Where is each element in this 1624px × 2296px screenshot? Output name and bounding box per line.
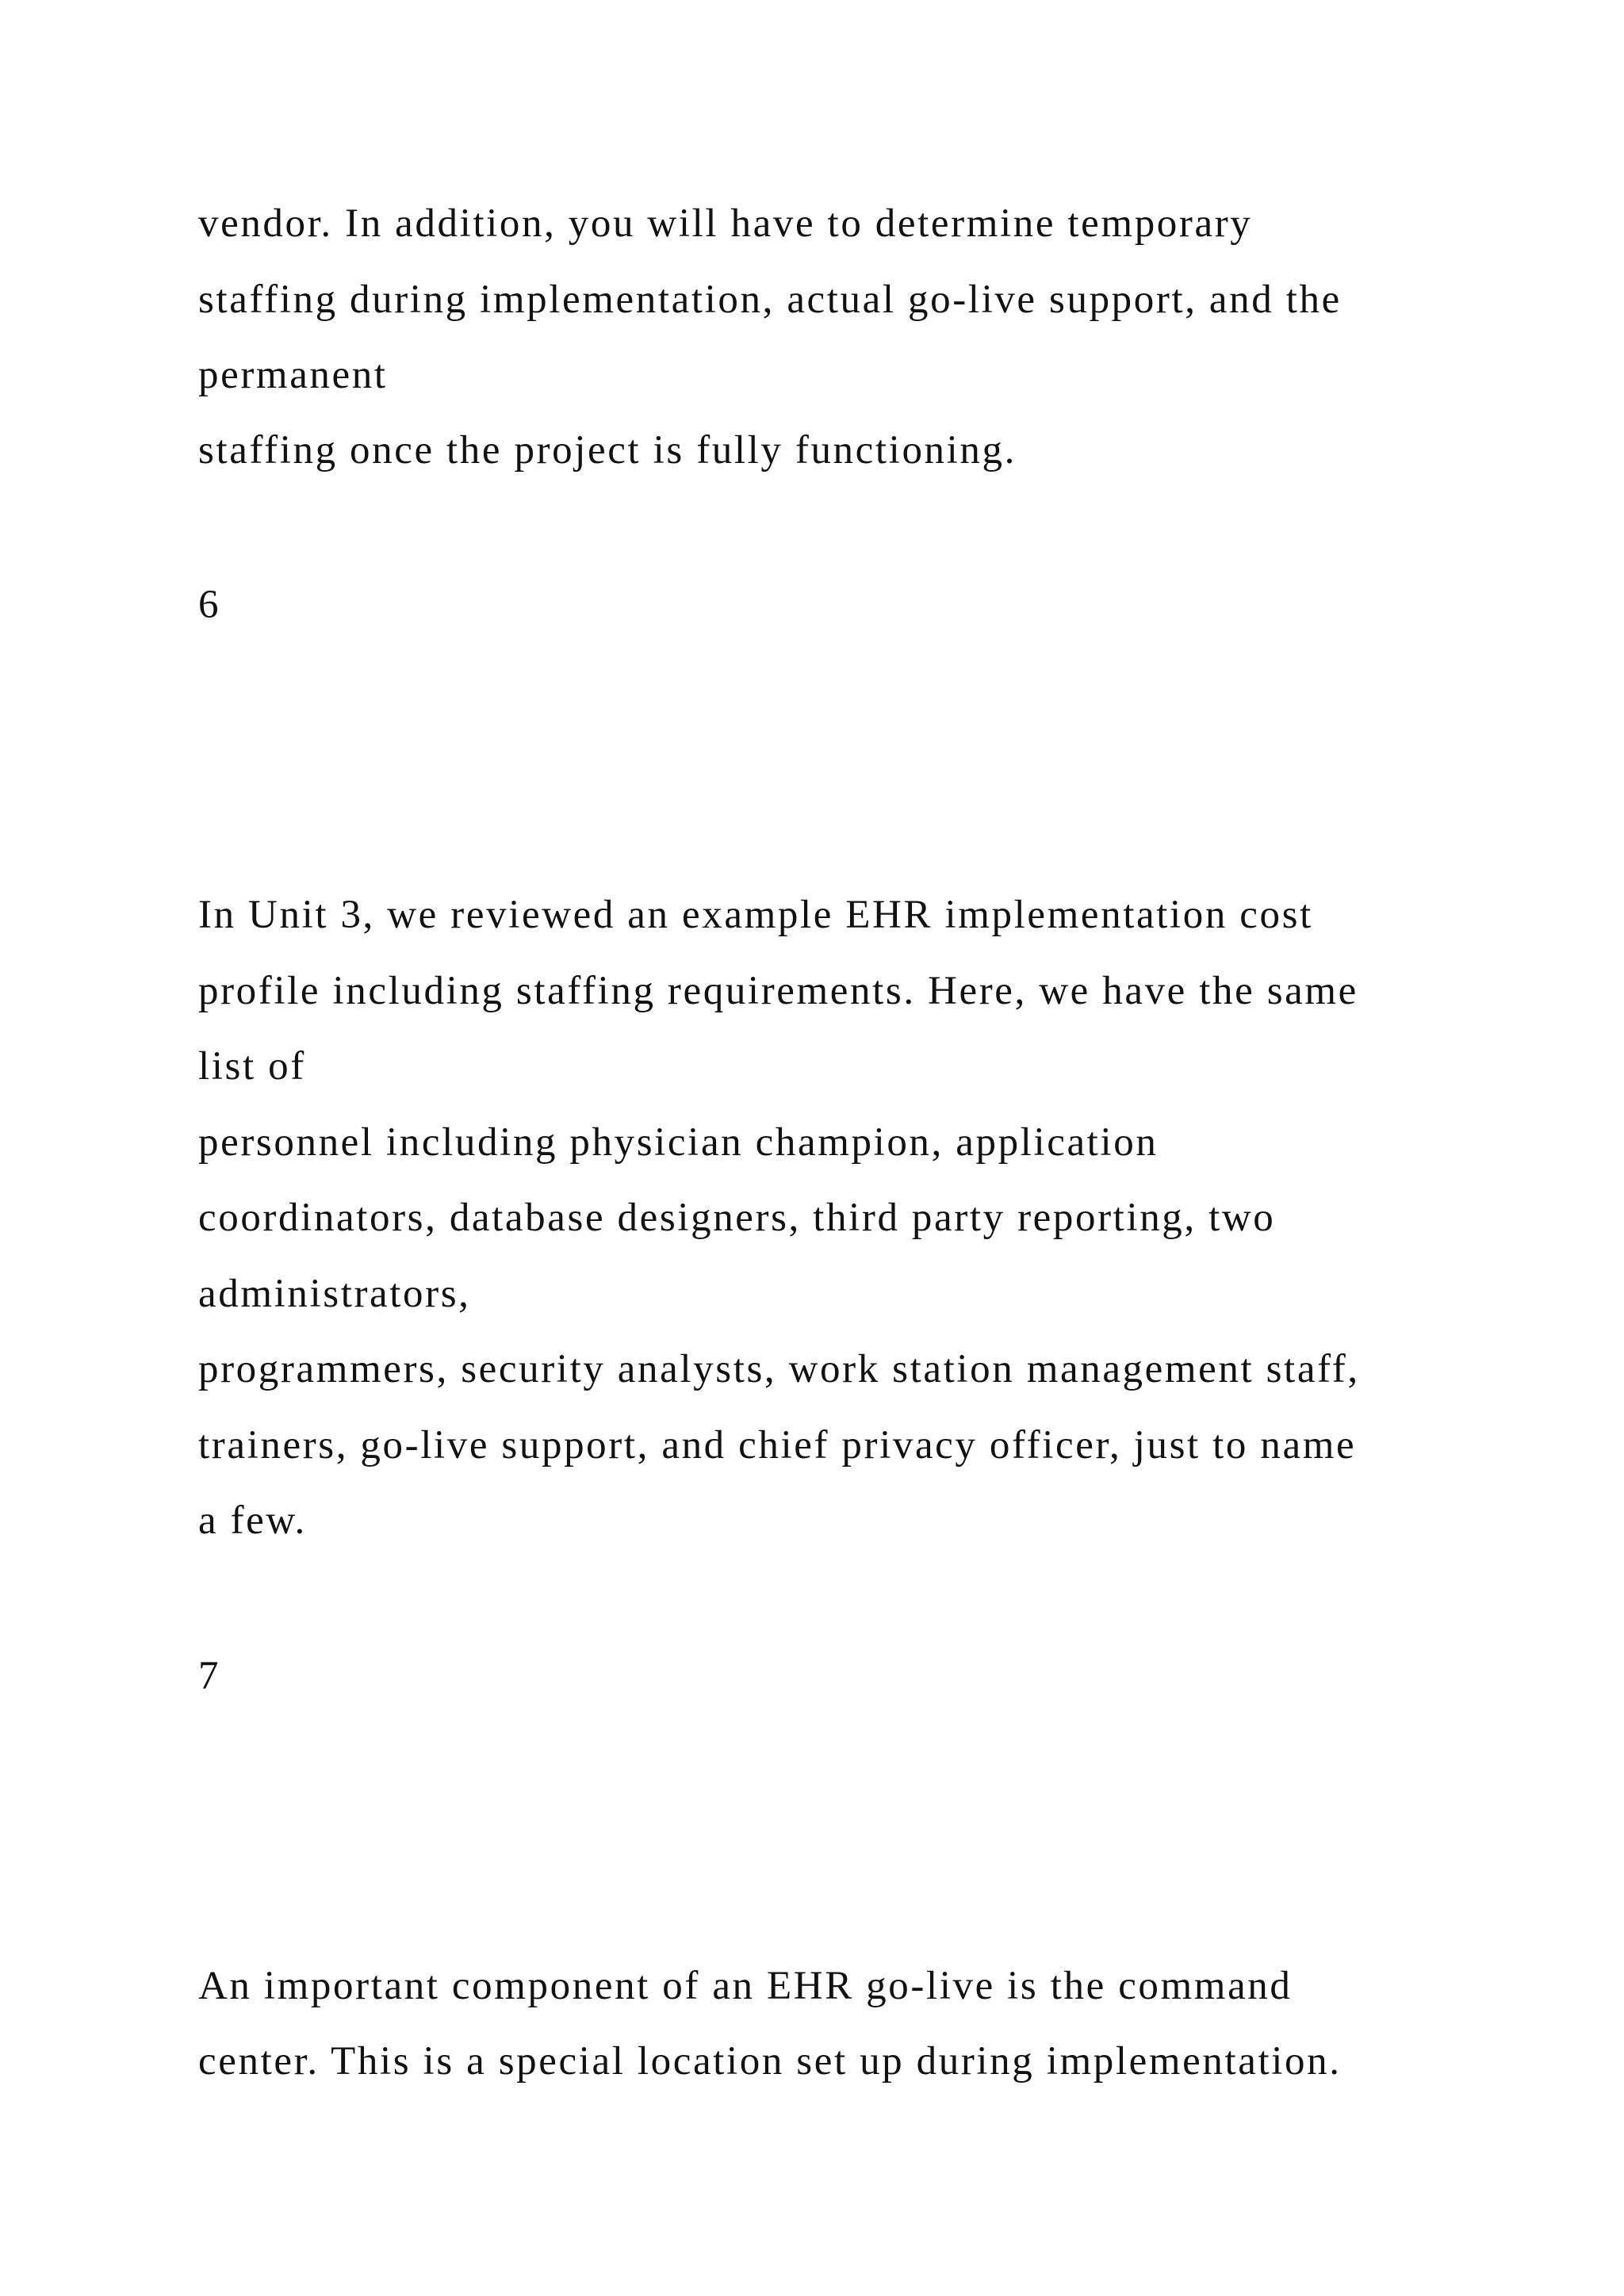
paragraph-line: personnel including physician champion, application [198, 1120, 1159, 1165]
paragraph-line: administrators, [198, 1272, 471, 1316]
paragraph-line: staffing during implementation, actual go-live support, and the [198, 277, 1342, 322]
paragraph-line: An important component of an EHR go-live is the command [198, 1964, 1293, 2008]
paragraph-line: staffing once the project is fully functioning. [198, 428, 1017, 473]
paragraph-line: vendor. In addition, you will have to determine temporary [198, 201, 1253, 246]
paragraph-line: trainers, go-live support, and chief privacy officer, just to name [198, 1423, 1357, 1468]
paragraph-line: In Unit 3, we reviewed an example EHR implementation cost [198, 893, 1313, 937]
page-number: 6 [198, 583, 221, 627]
paragraph-line: coordinators, database designers, third party reporting, two [198, 1196, 1276, 1240]
paragraph-line: programmers, security analysts, work station management staff, [198, 1347, 1360, 1391]
paragraph-line: list of [198, 1044, 306, 1089]
page-number: 7 [198, 1654, 221, 1698]
paragraph-line: permanent [198, 353, 388, 397]
paragraph-line: profile including staffing requirements. Here, we have the same [198, 969, 1358, 1013]
paragraph-line: center. This is a special location set up during implementation. [198, 2039, 1342, 2084]
paragraph-line: a few. [198, 1498, 307, 1543]
